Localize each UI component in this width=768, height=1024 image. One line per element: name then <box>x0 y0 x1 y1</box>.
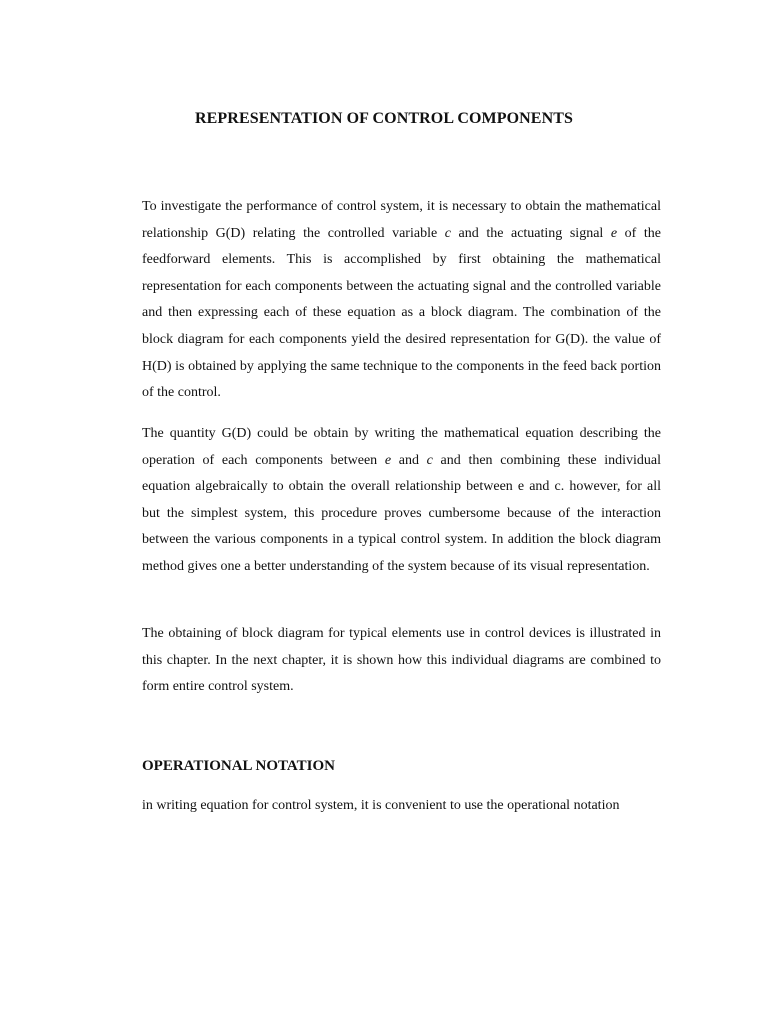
intro-paragraph-text-1: To investigate the performance of control system, it is necessary to obtain the mathematical relationship G(D) relating the controlled variable <box>142 199 661 241</box>
intro-paragraph-text-3: of the feedforward elements. This is accomplished by first obtaining the mathematical representation for each components between the actuating signal and the controlled variable and then expressing each of these equation as a block diagram. The combination of the block diagram for each components yield the desired representation for G(D). the value of H(D) is obtained by applying the same technique to the components in the feed back portion of the control. <box>142 225 661 401</box>
quantity-paragraph-text-2: and <box>391 452 427 468</box>
section-paragraph: in writing equation for control system, it is convenient to use the operational notation <box>142 798 620 813</box>
quantity-paragraph <box>142 421 661 581</box>
intro-paragraph-text-2: and the actuating signal <box>450 225 611 241</box>
variable-c: c <box>444 225 451 241</box>
variable-e: e <box>610 225 618 241</box>
section-heading: OPERATIONAL NOTATION <box>142 758 335 774</box>
variable-c: c <box>426 452 433 468</box>
chapter-paragraph: The obtaining of block diagram for typical elements use in control devices is illustrated in this chapter. In the next chapter, it is shown how this individual diagrams are combined to form entire control system. <box>142 626 661 695</box>
intro-paragraph <box>142 194 661 407</box>
quantity-paragraph-text-1: The quantity G(D) could be obtain by writing the mathematical equation describing the operation of each components between <box>142 426 661 468</box>
page-title: REPRESENTATION OF CONTROL COMPONENTS <box>194 110 573 127</box>
variable-e: e <box>384 452 392 468</box>
quantity-paragraph-text-3: and then combining these individual equation algebraically to obtain the overall relationship between e and c. however, for all but the simplest system, this procedure proves cumbersome because of the interaction between the various components in a typical control system. In addition the block diagram method gives one a better understanding of the system because of its visual representation. <box>142 452 661 574</box>
